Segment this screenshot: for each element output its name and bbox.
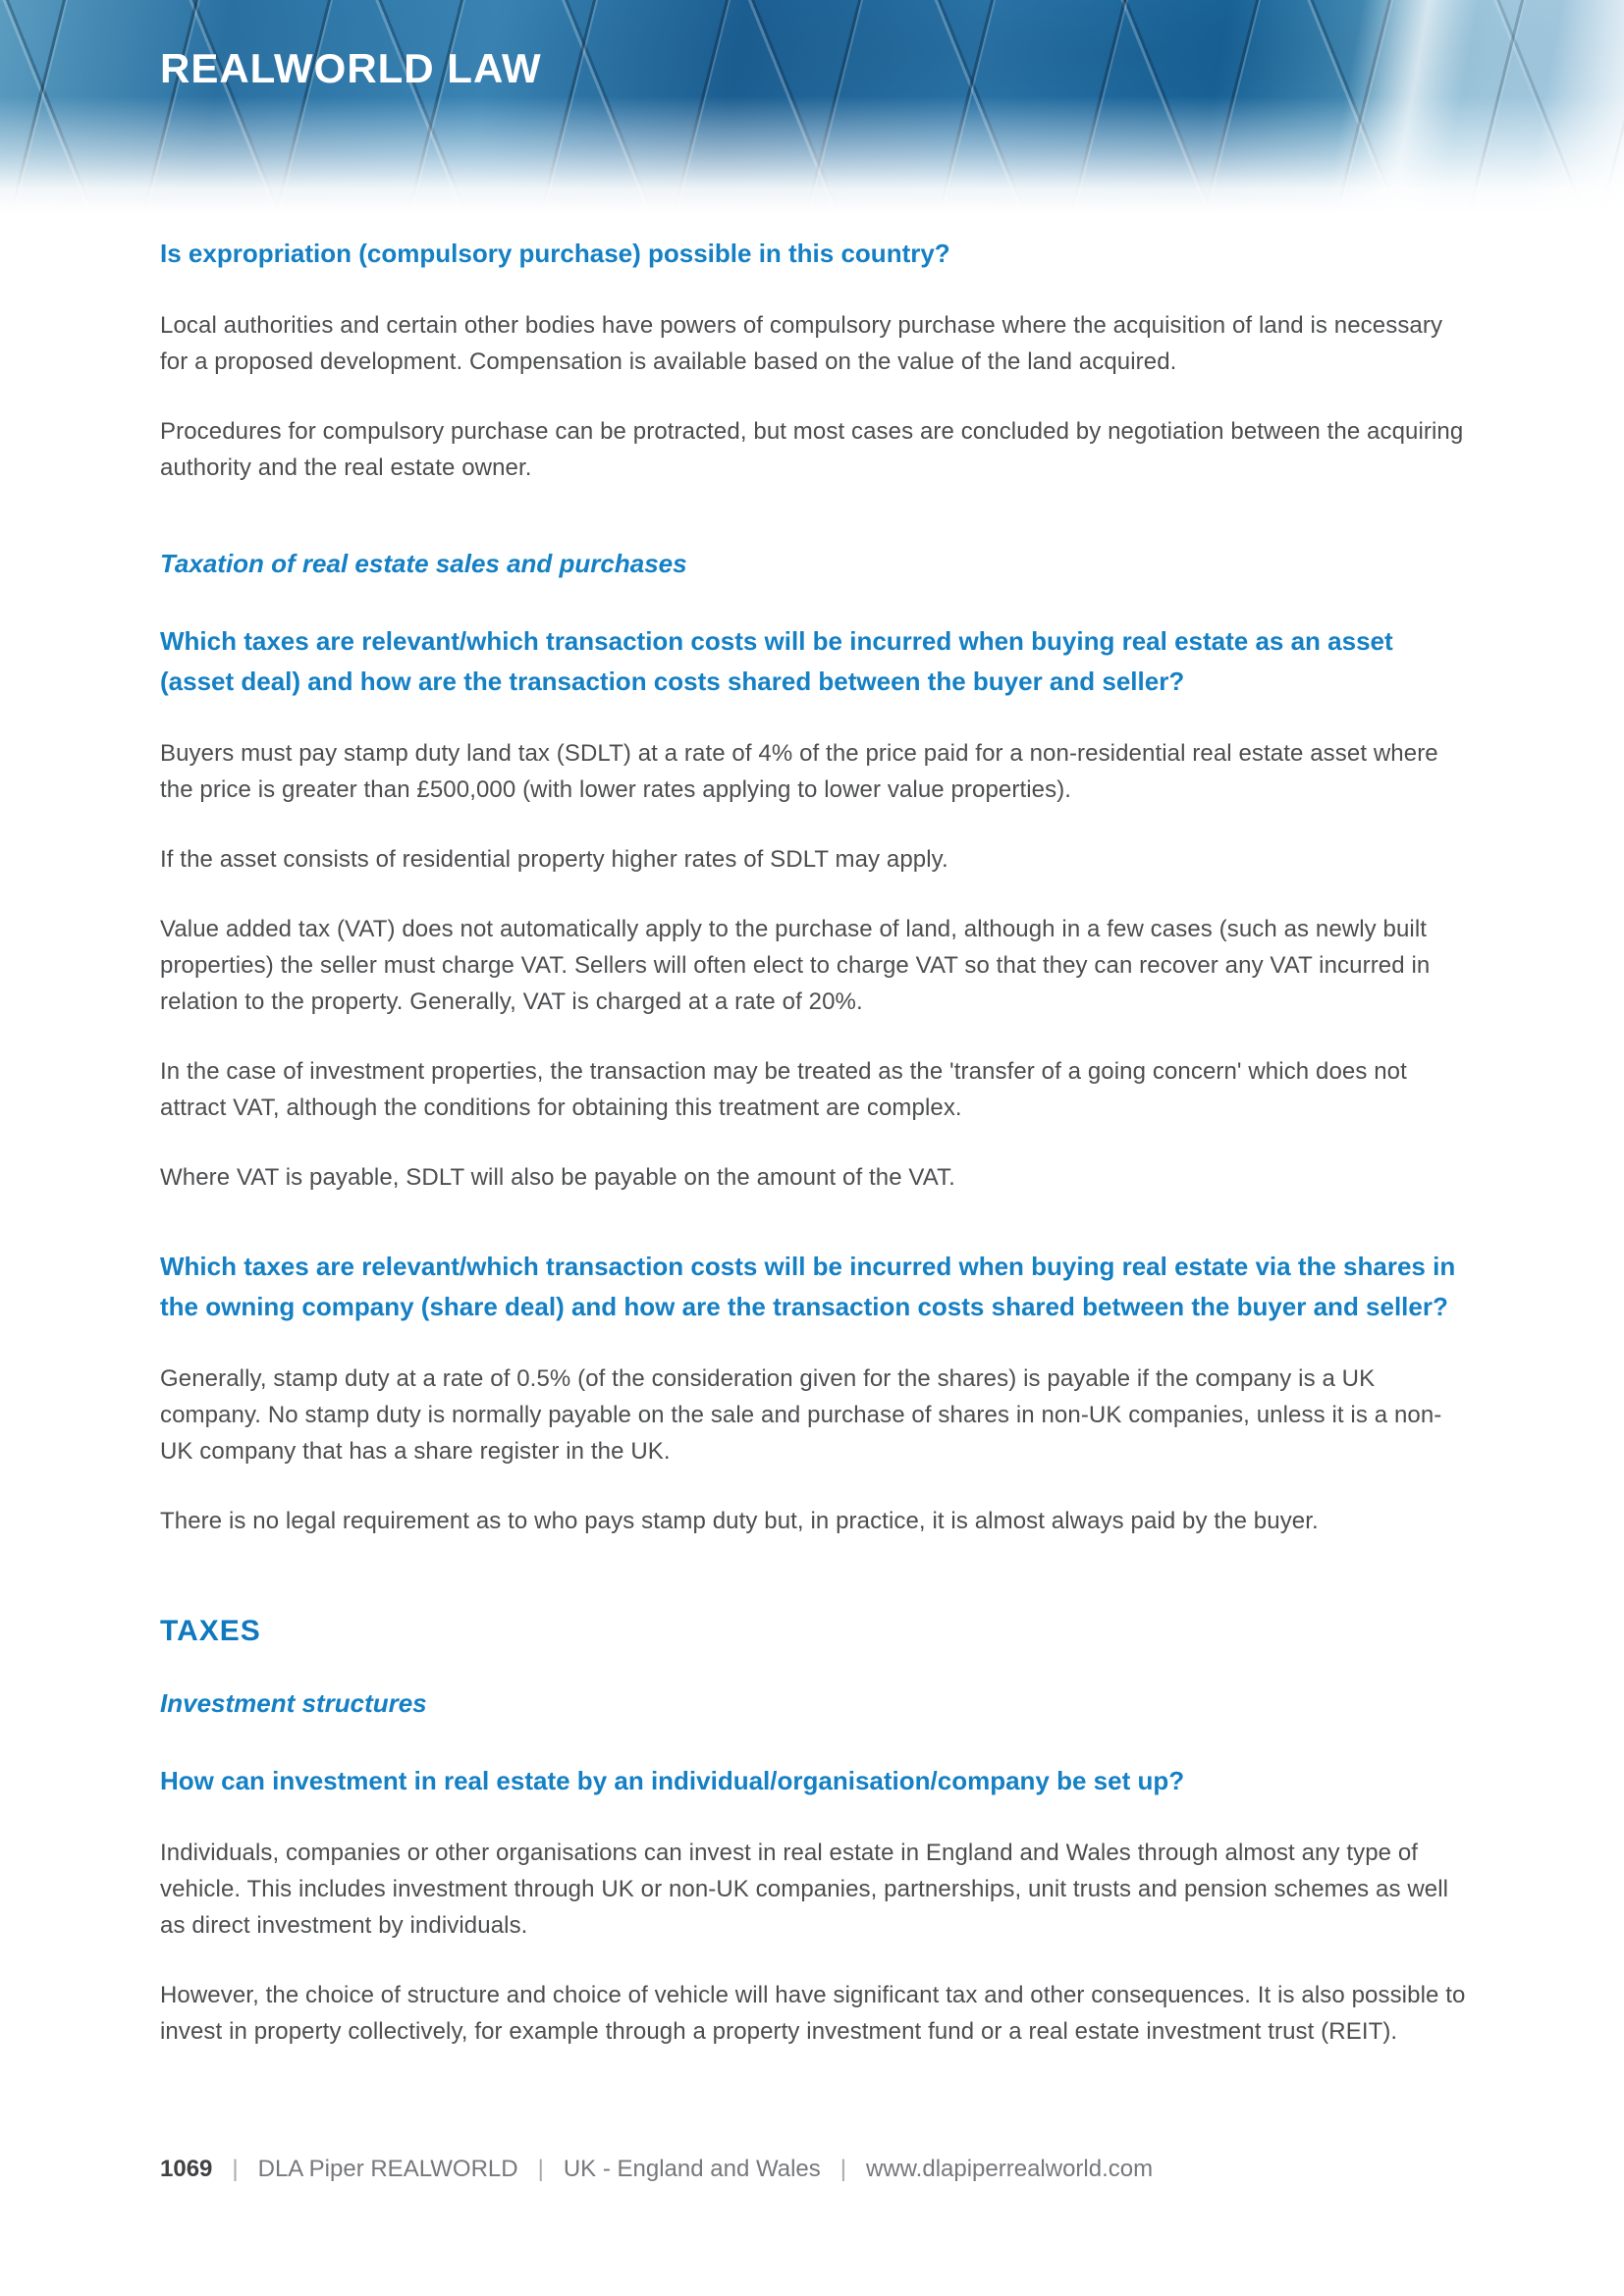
paragraph: Local authorities and certain other bodies have powers of compulsory purchase where the acquisition of land is necessary for a proposed development. Compensation is available based on the value of the land acquired.: [160, 312, 1443, 375]
page-number: 1069: [160, 2156, 213, 2182]
paragraph: There is no legal requirement as to who pays stamp duty but, in practice, it is almost always paid by the buyer.: [160, 1508, 1319, 1534]
paragraph: However, the choice of structure and choice of vehicle will have significant tax and other consequences. It is also possible to invest in property collectively, for example through a property investment fund or a real estate investment trust (REIT).: [160, 1982, 1466, 2045]
paragraph: Procedures for compulsory purchase can be protracted, but most cases are concluded by negotiation between the acquiring authority and the real estate owner.: [160, 418, 1464, 481]
footer-website-url: www.dlapiperrealworld.com: [866, 2156, 1154, 2182]
subsection-heading-taxation: Taxation of real estate sales and purchases: [160, 549, 687, 578]
paragraph: Generally, stamp duty at a rate of 0.5% (of the consideration given for the shares) is payable if the company is a UK company. No stamp duty is normally payable on the sale and purchase of shares in non-UK companies, unless it is a non-UK company that has a share register in the UK.: [160, 1365, 1442, 1465]
document-content: [160, 234, 1466, 2050]
footer-separator: |: [232, 2156, 239, 2182]
footer-separator: |: [839, 2156, 846, 2182]
subsection-heading-investment-structures: Investment structures: [160, 1688, 427, 1718]
question-heading-share-deal: Which taxes are relevant/which transaction costs will be incurred when buying real estate via the shares in the owning company (share deal) and how are the transaction costs shared between the buyer and seller?: [160, 1252, 1456, 1321]
paragraph: Individuals, companies or other organisations can invest in real estate in England and Wales through almost any type of vehicle. This includes investment through UK or non-UK companies, partnerships, unit trusts and pension schemes as well as direct investment by individuals.: [160, 1840, 1449, 1939]
header-banner: [0, 0, 1624, 214]
question-heading-asset-deal: Which taxes are relevant/which transaction costs will be incurred when buying real estate as an asset (asset deal) and how are the transaction costs shared between the buyer and seller?: [160, 626, 1393, 696]
paragraph: If the asset consists of residential property higher rates of SDLT may apply.: [160, 846, 948, 873]
footer-separator: |: [537, 2156, 544, 2182]
paragraph: Buyers must pay stamp duty land tax (SDLT) at a rate of 4% of the price paid for a non-residential real estate asset where the price is greater than £500,000 (with lower rates applying to lower value properties).: [160, 740, 1438, 803]
page-footer: [160, 2156, 1153, 2183]
footer-region: UK - England and Wales: [563, 2156, 821, 2182]
section-heading-taxes: TAXES: [160, 1615, 261, 1647]
page-title: REALWORLD LAW: [160, 45, 542, 91]
paragraph: In the case of investment properties, the transaction may be treated as the 'transfer of a going concern' which does not attract VAT, although the conditions for obtaining this treatment are complex.: [160, 1058, 1407, 1121]
paragraph: Value added tax (VAT) does not automatically apply to the purchase of land, although in a few cases (such as newly built properties) the seller must charge VAT. Sellers will often elect to charge VAT so that they can recover any VAT incurred in relation to the property. Generally, VAT is charged at a rate of 20%.: [160, 916, 1431, 1015]
question-heading-expropriation: Is expropriation (compulsory purchase) possible in this country?: [160, 239, 950, 268]
footer-publication: DLA Piper REALWORLD: [257, 2156, 518, 2182]
paragraph: Where VAT is payable, SDLT will also be payable on the amount of the VAT.: [160, 1164, 955, 1191]
question-heading-investment-setup: How can investment in real estate by an individual/organisation/company be set up?: [160, 1766, 1185, 1795]
